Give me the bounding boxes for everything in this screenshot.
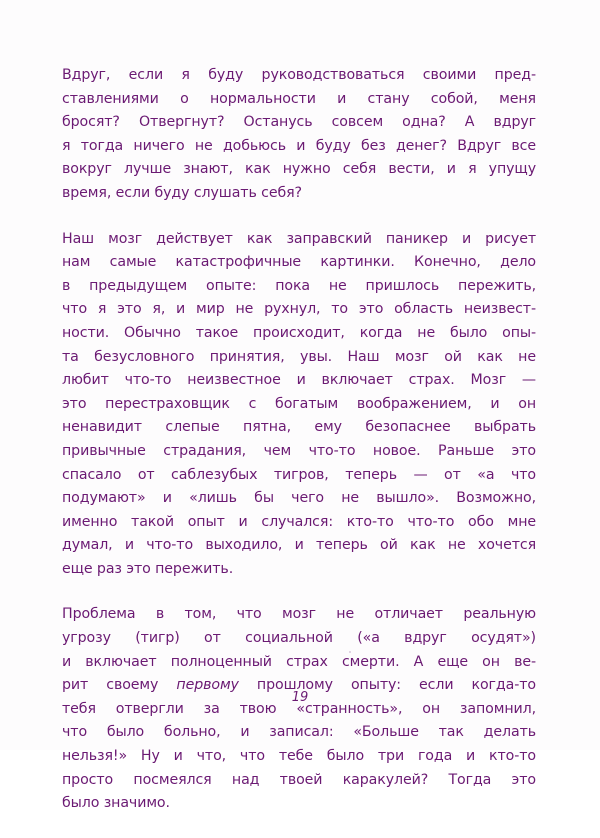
text-line: ставлениями о нормальности и стану собой, меня bbox=[62, 90, 536, 107]
text-line: что было больно, и записал: «Больше так делать bbox=[62, 724, 536, 741]
text-line: та безусловного принятия, увы. Наш мозг ой как не bbox=[62, 348, 536, 365]
text-line: именно такой опыт и случался: кто-то что-то обо мне bbox=[62, 513, 536, 530]
text-line: я тогда ничего не добьюсь и буду без денег? Вдруг все bbox=[62, 137, 536, 154]
text-fragment: прошлому опыту: если когда-то bbox=[238, 677, 536, 694]
paragraph-2 bbox=[62, 228, 536, 582]
text-line: Наш мозг действует как заправский паникер и рисует bbox=[62, 230, 536, 247]
text-line: ности. Обычно такое происходит, когда не было опы- bbox=[62, 324, 536, 341]
page-number: 19 bbox=[291, 690, 309, 705]
text-line: в предыдущем опыте: пока не пришлось пережить, bbox=[62, 277, 536, 294]
text-line: Вдруг, если я буду руководствоваться своими пред- bbox=[62, 67, 536, 83]
text-fragment: рит своему bbox=[62, 677, 177, 694]
text-line: Проблема в том, что мозг не отличает реальную bbox=[62, 606, 536, 623]
text-line: думал, и что-то выходило, и теперь ой как не хочется bbox=[62, 537, 536, 554]
paragraph-3 bbox=[62, 603, 536, 815]
paragraph-1 bbox=[62, 64, 536, 206]
text-line: бросят? Отвергнут? Останусь совсем одна? А вдруг bbox=[62, 114, 536, 131]
text-line: угрозу (тигр) от социальной («а вдруг осудят») bbox=[62, 630, 536, 647]
text-line: что я это я, и мир не рухнул, то это область неизвест- bbox=[62, 301, 536, 318]
text-line: спасало от саблезубых тигров, теперь — от «а что bbox=[62, 466, 536, 483]
text-line: это перестраховщик с богатым воображением, и он bbox=[62, 395, 536, 412]
text-line: подумают» и «лишь бы чего не вышло». Возможно, bbox=[62, 490, 536, 507]
text-line: и включает полноценный страх смерти. А еще он ве- bbox=[62, 653, 536, 670]
text-line: вокруг лучше знают, как нужно себя вести, и я упущу bbox=[62, 161, 536, 178]
text-line: нам самые катастрофичные картинки. Конечно, дело bbox=[62, 254, 536, 271]
text-line: тебя отвергли за твою «странность», он запомнил, bbox=[62, 700, 536, 717]
text-line: еще раз это пережить. bbox=[62, 560, 234, 577]
text-line: нельзя!» Ну и что, что тебе было три года и кто-то bbox=[62, 748, 536, 765]
text-line: просто посмеялся над твоей каракулей? Тогда это bbox=[62, 771, 536, 788]
text-line: ненавидит слепые пятна, ему безопаснее выбрать bbox=[62, 419, 536, 436]
text-line: любит что-то неизвестное и включает страх. Мозг — bbox=[62, 372, 536, 389]
speck bbox=[349, 651, 351, 653]
emphasized-word: первому bbox=[176, 677, 239, 694]
text-line: было значимо. bbox=[62, 795, 170, 812]
text-line: время, если буду слушать себя? bbox=[62, 184, 302, 201]
text-line: привычные страдания, чем что-то новое. Раньше это bbox=[62, 442, 536, 459]
body-text bbox=[62, 64, 536, 838]
